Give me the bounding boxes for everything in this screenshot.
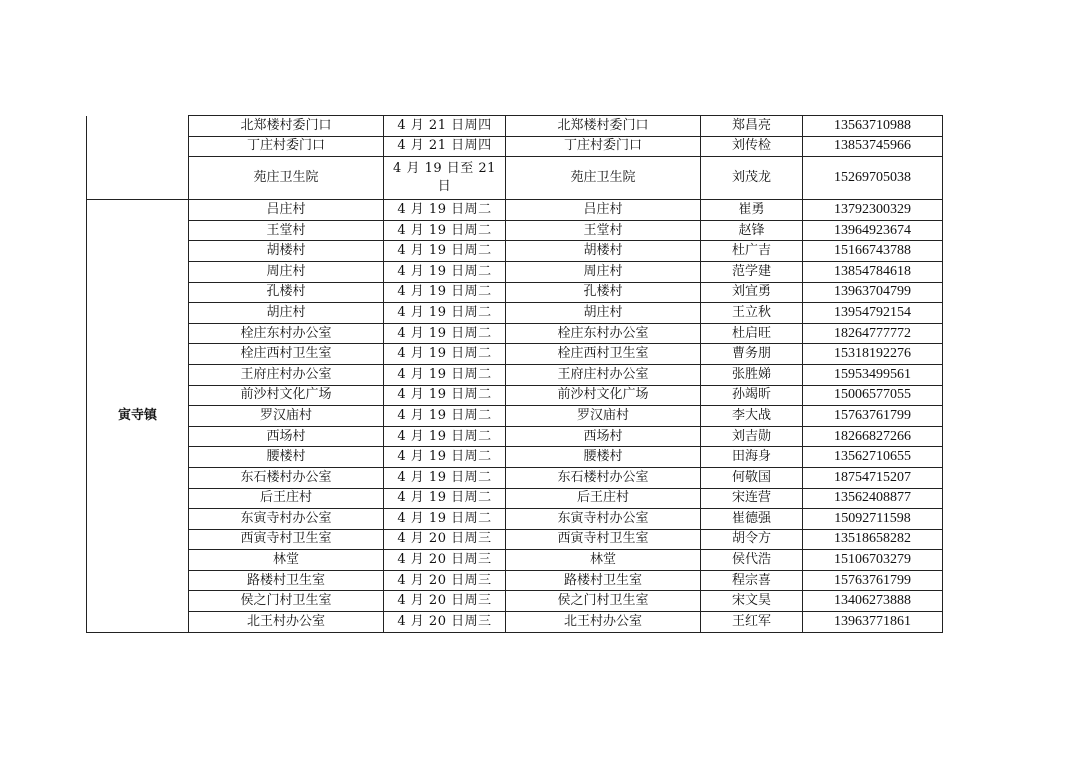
date-cell: 4 月 19 日周二 [384,488,506,509]
table-row [87,241,943,262]
date-cell: 4 月 21 日周四 [384,116,506,137]
contact-cell: 王立秋 [701,303,803,324]
place-cell: 胡楼村 [506,241,701,262]
contact-cell: 杜启旺 [701,323,803,344]
phone-cell: 15953499561 [803,364,943,385]
site-cell: 北郑楼村委门口 [189,116,384,137]
date-cell: 4 月 19 日周二 [384,426,506,447]
place-cell: 东寅寺村办公室 [506,509,701,530]
table-row [87,303,943,324]
contact-cell: 宋文昊 [701,591,803,612]
date-cell: 4 月 19 日周二 [384,406,506,427]
place-cell: 前沙村文化广场 [506,385,701,406]
site-cell: 东寅寺村办公室 [189,509,384,530]
place-cell: 周庄村 [506,261,701,282]
table-row [87,550,943,571]
phone-cell: 15269705038 [803,157,943,200]
phone-cell: 13854784618 [803,261,943,282]
table-row [87,282,943,303]
place-cell: 王堂村 [506,220,701,241]
contact-cell: 何敬国 [701,467,803,488]
site-cell: 罗汉庙村 [189,406,384,427]
site-cell: 后王庄村 [189,488,384,509]
site-cell: 东石楼村办公室 [189,467,384,488]
table-row [87,467,943,488]
phone-cell: 15763761799 [803,406,943,427]
site-cell: 腰楼村 [189,447,384,468]
site-cell: 栓庄西村卫生室 [189,344,384,365]
place-cell: 苑庄卫生院 [506,157,701,200]
place-cell: 北郑楼村委门口 [506,116,701,137]
table-row [87,220,943,241]
site-cell: 林堂 [189,550,384,571]
table-row [87,385,943,406]
phone-cell: 13406273888 [803,591,943,612]
contact-cell: 刘吉勋 [701,426,803,447]
date-cell: 4 月 20 日周三 [384,591,506,612]
site-cell: 西场村 [189,426,384,447]
phone-cell: 13563710988 [803,116,943,137]
place-cell: 路楼村卫生室 [506,570,701,591]
place-cell: 王府庄村办公室 [506,364,701,385]
date-cell: 4 月 19 日周二 [384,344,506,365]
date-cell: 4 月 19 日周二 [384,447,506,468]
contact-cell: 崔德强 [701,509,803,530]
table-row [87,529,943,550]
contact-cell: 宋连营 [701,488,803,509]
table-row [87,509,943,530]
site-cell: 周庄村 [189,261,384,282]
contact-cell: 曹务朋 [701,344,803,365]
site-cell: 西寅寺村卫生室 [189,529,384,550]
site-cell: 苑庄卫生院 [189,157,384,200]
date-cell: 4 月 20 日周三 [384,550,506,571]
place-cell: 西寅寺村卫生室 [506,529,701,550]
contact-cell: 王红军 [701,612,803,633]
table-row [87,447,943,468]
site-cell: 胡庄村 [189,303,384,324]
date-cell: 4 月 19 日周二 [384,323,506,344]
date-cell: 4 月 19 日周二 [384,509,506,530]
place-cell: 西场村 [506,426,701,447]
date-cell: 4 月 19 日周二 [384,364,506,385]
schedule-table [86,115,943,633]
site-cell: 吕庄村 [189,200,384,221]
contact-cell: 胡令方 [701,529,803,550]
place-cell: 腰楼村 [506,447,701,468]
date-cell: 4 月 20 日周三 [384,570,506,591]
site-cell: 栓庄东村办公室 [189,323,384,344]
date-cell: 4 月 19 日周二 [384,220,506,241]
place-cell: 东石楼村办公室 [506,467,701,488]
site-cell: 前沙村文化广场 [189,385,384,406]
table-row [87,344,943,365]
table-row [87,406,943,427]
contact-cell: 刘茂龙 [701,157,803,200]
town-cell: 寅寺镇 [87,200,189,632]
phone-cell: 13562408877 [803,488,943,509]
contact-cell: 张胜娣 [701,364,803,385]
contact-cell: 程宗喜 [701,570,803,591]
site-cell: 孔楼村 [189,282,384,303]
date-cell: 4 月 21 日周四 [384,136,506,157]
site-cell: 侯之门村卫生室 [189,591,384,612]
place-cell: 孔楼村 [506,282,701,303]
phone-cell: 13963771861 [803,612,943,633]
table-row [87,488,943,509]
site-cell: 王府庄村办公室 [189,364,384,385]
place-cell: 罗汉庙村 [506,406,701,427]
place-cell: 吕庄村 [506,200,701,221]
phone-cell: 15763761799 [803,570,943,591]
phone-cell: 13964923674 [803,220,943,241]
table-body [87,116,943,633]
table-row [87,570,943,591]
contact-cell: 刘传检 [701,136,803,157]
phone-cell: 18754715207 [803,467,943,488]
place-cell: 后王庄村 [506,488,701,509]
table-row [87,157,943,200]
phone-cell: 13963704799 [803,282,943,303]
table-row [87,116,943,137]
table-row [87,426,943,447]
phone-cell: 15106703279 [803,550,943,571]
town-cell-continued [87,116,189,200]
date-cell: 4 月 19 日周二 [384,241,506,262]
place-cell: 栓庄东村办公室 [506,323,701,344]
place-cell: 栓庄西村卫生室 [506,344,701,365]
phone-cell: 18266827266 [803,426,943,447]
date-cell: 4 月 19 日周二 [384,385,506,406]
table-row [87,323,943,344]
place-cell: 北王村办公室 [506,612,701,633]
phone-cell: 15092711598 [803,509,943,530]
contact-cell: 崔勇 [701,200,803,221]
contact-cell: 田海身 [701,447,803,468]
phone-cell: 13518658282 [803,529,943,550]
phone-cell: 18264777772 [803,323,943,344]
phone-cell: 13954792154 [803,303,943,324]
date-cell: 4 月 19 日周二 [384,303,506,324]
site-cell: 王堂村 [189,220,384,241]
table-row [87,591,943,612]
contact-cell: 侯代浩 [701,550,803,571]
place-cell: 林堂 [506,550,701,571]
contact-cell: 孙竭昕 [701,385,803,406]
date-cell: 4 月 19 日周二 [384,467,506,488]
phone-cell: 15318192276 [803,344,943,365]
date-cell: 4 月 19 日周二 [384,261,506,282]
date-cell: 4 月 19 日至 21 日 [384,157,506,200]
place-cell: 侯之门村卫生室 [506,591,701,612]
phone-cell: 15006577055 [803,385,943,406]
contact-cell: 李大战 [701,406,803,427]
table-row [87,200,943,221]
place-cell: 胡庄村 [506,303,701,324]
site-cell: 丁庄村委门口 [189,136,384,157]
date-cell: 4 月 20 日周三 [384,612,506,633]
site-cell: 胡楼村 [189,241,384,262]
table-row [87,261,943,282]
contact-cell: 赵锋 [701,220,803,241]
date-cell: 4 月 20 日周三 [384,529,506,550]
site-cell: 路楼村卫生室 [189,570,384,591]
table-row [87,364,943,385]
contact-cell: 杜广吉 [701,241,803,262]
site-cell: 北王村办公室 [189,612,384,633]
contact-cell: 郑昌亮 [701,116,803,137]
date-cell: 4 月 19 日周二 [384,282,506,303]
contact-cell: 范学建 [701,261,803,282]
place-cell: 丁庄村委门口 [506,136,701,157]
phone-cell: 15166743788 [803,241,943,262]
phone-cell: 13853745966 [803,136,943,157]
date-cell: 4 月 19 日周二 [384,200,506,221]
phone-cell: 13792300329 [803,200,943,221]
table-row [87,612,943,633]
phone-cell: 13562710655 [803,447,943,468]
table-row [87,136,943,157]
contact-cell: 刘宜勇 [701,282,803,303]
